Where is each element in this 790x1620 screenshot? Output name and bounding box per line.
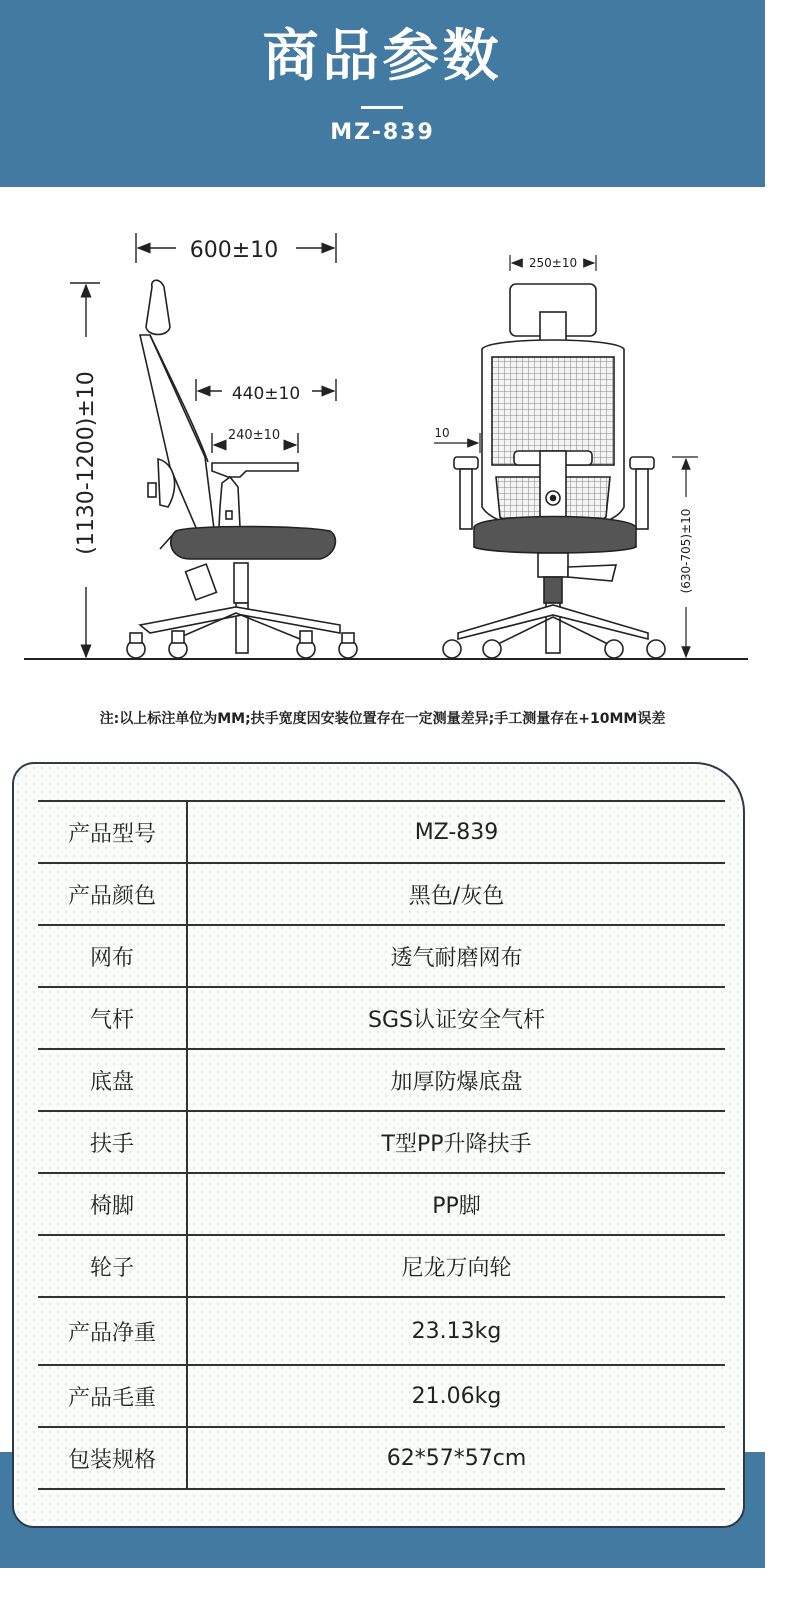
measurement-note: 注:以上标注单位为MM;扶手宽度因安装位置存在一定测量差异;手工测量存在+10MM误差 — [99, 711, 666, 727]
spec-label: 轮子 — [38, 1235, 187, 1297]
title-divider — [361, 106, 403, 109]
spec-label: 包装规格 — [38, 1427, 187, 1489]
front-view-chair — [443, 284, 665, 658]
page-header — [0, 0, 765, 187]
side-width-label: 600±10 — [189, 238, 279, 263]
side-seat-depth-label: 440±10 — [231, 384, 301, 404]
model-number: MZ-839 — [330, 120, 435, 145]
spec-label: 产品毛重 — [38, 1365, 187, 1427]
spec-row — [38, 925, 725, 987]
page-title: 商品参数 — [262, 24, 503, 89]
spec-card — [12, 762, 745, 1528]
spec-row — [38, 1365, 725, 1427]
front-headrest-label: 250±10 — [528, 256, 578, 270]
spec-value: 21.06kg — [411, 1383, 502, 1409]
spec-label: 气杆 — [38, 987, 187, 1049]
spec-value: T型PP升降扶手 — [381, 1131, 532, 1157]
spec-label: 椅脚 — [38, 1173, 187, 1235]
spec-row — [38, 863, 725, 925]
chair-dimension-diagram — [0, 187, 765, 687]
spec-label: 产品净重 — [38, 1297, 187, 1365]
spec-value: 透气耐磨网布 — [390, 945, 523, 971]
spec-label: 网布 — [38, 925, 187, 987]
spec-row — [38, 1297, 725, 1365]
spec-row — [38, 801, 725, 863]
spec-value: 加厚防爆底盘 — [390, 1069, 523, 1095]
spec-table — [38, 800, 725, 1490]
spec-value: 62*57*57cm — [386, 1445, 527, 1471]
spec-row — [38, 1111, 725, 1173]
spec-label: 产品颜色 — [38, 863, 187, 925]
spec-value: 黑色/灰色 — [408, 883, 505, 909]
spec-row — [38, 1049, 725, 1111]
spec-row — [38, 1173, 725, 1235]
spec-row — [38, 987, 725, 1049]
spec-row — [38, 1427, 725, 1489]
side-armrest-label: 240±10 — [227, 428, 281, 443]
spec-label: 底盘 — [38, 1049, 187, 1111]
spec-value: 尼龙万向轮 — [401, 1255, 512, 1281]
front-gap-label: 10 — [434, 426, 450, 440]
spec-row — [38, 1235, 725, 1297]
spec-label: 产品型号 — [38, 801, 187, 863]
spec-value: SGS认证安全气杆 — [368, 1007, 545, 1033]
spec-value: 23.13kg — [411, 1318, 502, 1344]
side-view-chair — [127, 280, 357, 658]
side-height-label: (1130-1200)±10 — [74, 371, 99, 555]
spec-label: 扶手 — [38, 1111, 187, 1173]
spec-value: PP脚 — [432, 1193, 481, 1219]
front-arm-height-label: (630-705)±10 — [679, 508, 693, 594]
spec-value: MZ-839 — [414, 819, 499, 845]
